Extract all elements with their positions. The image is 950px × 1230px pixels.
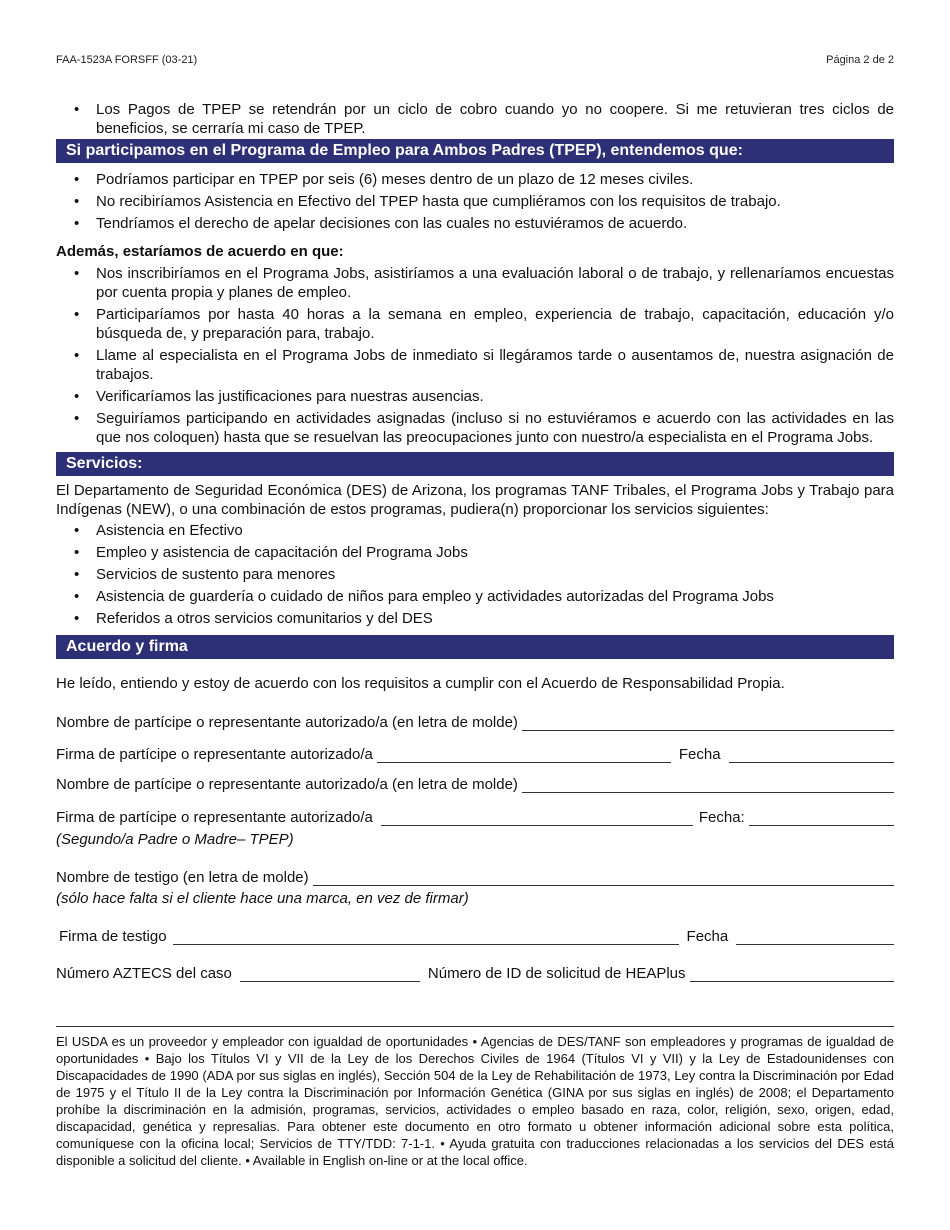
name-row-1 (56, 711, 894, 731)
date-field-2[interactable] (749, 811, 894, 826)
tpep-list (56, 170, 894, 236)
list-item: • Referidos a otros servicios comunitarios y del DES (56, 609, 894, 628)
signature-field-1[interactable] (377, 748, 671, 763)
list-item: • Llame al especialista en el Programa Jobs de inmediato si llegáramos tarde o ausentamos de, nuestra asignación de trabajos. (56, 346, 894, 384)
list-item: • Empleo y asistencia de capacitación del Programa Jobs (56, 543, 894, 562)
second-parent-note: (Segundo/a Padre o Madre– TPEP) (56, 831, 294, 848)
heaplus-field[interactable] (690, 967, 894, 982)
name-row-2 (56, 773, 894, 793)
witness-name-label: Nombre de testigo (en letra de molde) (56, 869, 309, 886)
witness-date-label: Fecha (686, 928, 729, 945)
name-field-2[interactable] (522, 778, 894, 793)
name-field-1[interactable] (522, 716, 894, 731)
aztecs-field[interactable] (240, 967, 420, 982)
agreement-statement: He leído, entiendo y estoy de acuerdo con los requisitos a cumplir con el Acuerdo de Responsabilidad Propia. (56, 675, 785, 692)
services-intro: El Departamento de Seguridad Económica (DES) de Arizona, los programas TANF Tribales, el Programa Jobs y Trabajo para Indígenas (NEW), o una combinación de estos programas, pudiera(n) proporcionar los servicios siguientes: (56, 482, 894, 518)
date-label-2: Fecha: (698, 809, 745, 826)
name-label-2: Nombre de partícipe o representante autorizado/a (en letra de molde) (56, 776, 518, 793)
signature-label-2: Firma de partícipe o representante autorizado/a (56, 809, 373, 826)
top-bullet-block (56, 100, 894, 141)
also-heading: Además, estaríamos de acuerdo en que: (56, 243, 344, 260)
witness-name-field[interactable] (313, 871, 894, 886)
list-item: • Nos inscribiríamos en el Programa Jobs, asistiríamos a una evaluación laboral o de trabajo, y rellenaríamos encuestas por cuenta propia y planes de empleo. (56, 264, 894, 302)
list-item: • Podríamos participar en TPEP por seis (6) meses dentro de un plazo de 12 meses civiles. (56, 170, 894, 189)
list-item: • No recibiríamos Asistencia en Efectivo del TPEP hasta que cumpliéramos con los requisitos de trabajo. (56, 192, 894, 211)
date-label-1: Fecha (678, 746, 721, 763)
list-item: • Los Pagos de TPEP se retendrán por un ciclo de cobro cuando yo no coopere. Si me retuvieran tres ciclos de beneficios, se cerraría mi caso de TPEP. (56, 100, 894, 138)
signature-row-1 (56, 743, 894, 763)
witness-signature-label: Firma de testigo (59, 928, 167, 945)
form-code: FAA-1523A FORSFF (03-21) (56, 54, 198, 66)
name-label-1: Nombre de partícipe o representante autorizado/a (en letra de molde) (56, 714, 518, 731)
list-item: • Seguiríamos participando en actividades asignadas (incluso si no estuviéramos e acuerdo con las actividades en las que nos coloquen) hasta que se resuelvan las preocupaciones junto con nuestro/a especialista en el Programa Jobs. (56, 409, 894, 447)
witness-signature-row (56, 925, 894, 945)
services-section-title: Servicios: (56, 452, 894, 476)
also-list (56, 264, 894, 450)
list-item: • Asistencia de guardería o cuidado de niños para empleo y actividades autorizadas del Programa Jobs (56, 587, 894, 606)
witness-note: (sólo hace falta si el cliente hace una marca, en vez de firmar) (56, 890, 469, 907)
footer-notice: El USDA es un proveedor y empleador con igualdad de oportunidades • Agencias de DES/TANF son empleadores y programas de igualdad de oportunidades • Bajo los Títulos VI y VII de la Ley de los Derechos Civiles de 1964 (Títulos VI y VII) y la Ley de Estadounidenses con Discapacidades de 1990 (ADA por sus siglas en inglés), Sección 504 de la Ley de Rehabilitación de 1973, Ley contra la Discriminación por Edad de 1975 y el Título II de la Ley contra la Discriminación por Información Genética (GINA por sus siglas en inglés) de 2008; el Departamento prohíbe la discriminación en la admisión, programas, servicios, actividades o empleo basado en raza, color, religión, sexo, origen, edad, discapacidad, genética y represalias. Para obtener este documento en otro formato u obtener información adicional sobre esta política, comuníquese con la oficina local; Servicios de TTY/TDD: 7-1-1. • Ayuda gratuita con traducciones relacionadas a los servicios del DES está disponible a solicitud del cliente. • Available in English on-line or at the local office. (56, 1026, 894, 1169)
witness-date-field[interactable] (736, 930, 894, 945)
date-field-1[interactable] (729, 748, 894, 763)
services-list (56, 521, 894, 631)
witness-name-row (56, 866, 894, 886)
tpep-section-title: Si participamos en el Programa de Empleo para Ambos Padres (TPEP), entendemos que: (56, 139, 894, 163)
witness-signature-field[interactable] (173, 930, 679, 945)
signature-label-1: Firma de partícipe o representante autorizado/a (56, 746, 373, 763)
page-number: Página 2 de 2 (826, 54, 894, 66)
list-item: • Tendríamos el derecho de apelar decisiones con las cuales no estuviéramos de acuerdo. (56, 214, 894, 233)
list-item: • Servicios de sustento para menores (56, 565, 894, 584)
list-item: • Asistencia en Efectivo (56, 521, 894, 540)
agreement-section-title: Acuerdo y firma (56, 635, 894, 659)
heaplus-label: Número de ID de solicitud de HEAPlus (427, 965, 686, 982)
list-item: • Participaríamos por hasta 40 horas a la semana en empleo, experiencia de trabajo, capacitación, educación y/o búsqueda de, y preparación para, trabajo. (56, 305, 894, 343)
signature-field-2[interactable] (381, 811, 693, 826)
case-numbers-row (56, 962, 894, 982)
aztecs-label: Número AZTECS del caso (56, 965, 232, 982)
list-item: • Verificaríamos las justificaciones para nuestras ausencias. (56, 387, 894, 406)
signature-row-2 (56, 806, 894, 826)
